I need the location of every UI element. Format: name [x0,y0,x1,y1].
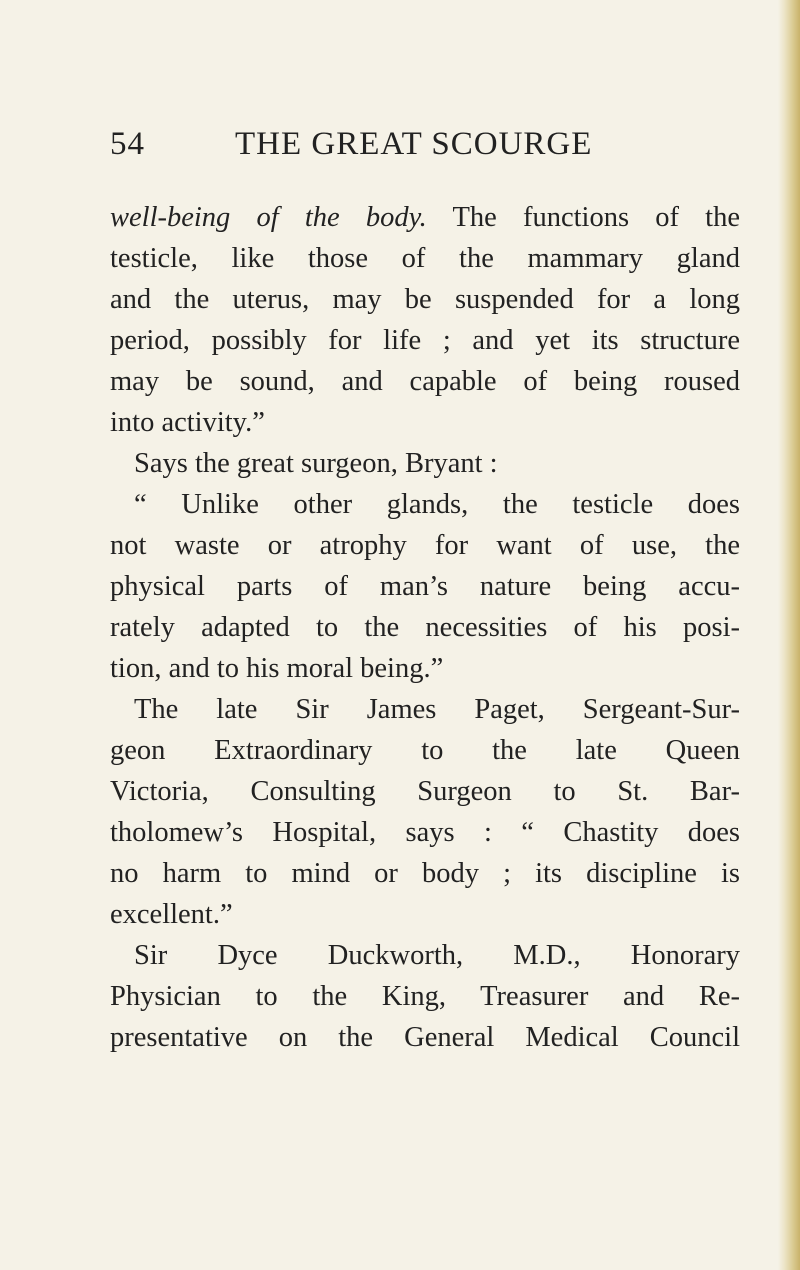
text-line: may be sound, and capable of being roused [110,366,740,397]
text-line: tion, and to his moral being.” [110,653,444,684]
text-line: presentative on the General Medical Council [110,1022,740,1053]
text-line: The late Sir James Paget, Sergeant-Sur- [134,694,740,725]
text-line: into activity.” [110,407,265,438]
body-text [110,197,740,1058]
text-line: period, possibly for life ; and yet its structure [110,325,740,356]
text-line: Victoria, Consulting Surgeon to St. Bar- [110,776,740,807]
text-line: geon Extraordinary to the late Queen [110,735,740,766]
page-number: 54 [110,126,145,162]
text-line: rately adapted to the necessities of his posi- [110,612,740,643]
text-line [110,197,740,238]
text-line: testicle, like those of the mammary gland [110,243,740,274]
text-line: and the uterus, may be suspended for a long [110,284,740,315]
text-line: tholomew’s Hospital, says : “ Chastity does [110,817,740,848]
text-line: Sir Dyce Duckworth, M.D., Honorary [134,940,740,971]
running-head [110,122,720,166]
page-edge [778,0,800,1270]
text-line: not waste or atrophy for want of use, the [110,530,740,561]
text-line: “ Unlike other glands, the testicle does [134,489,740,520]
italic-phrase: well-being of the body. [110,202,427,233]
text-line: excellent.” [110,899,233,930]
text-line: Physician to the King, Treasurer and Re- [110,981,740,1012]
text-line: Says the great surgeon, Bryant : [134,448,498,479]
text-line: physical parts of man’s nature being accu- [110,571,740,602]
line-continuation: The functions of the [426,202,740,233]
running-title: THE GREAT SCOURGE [235,126,593,162]
text-line: no harm to mind or body ; its discipline is [110,858,740,889]
